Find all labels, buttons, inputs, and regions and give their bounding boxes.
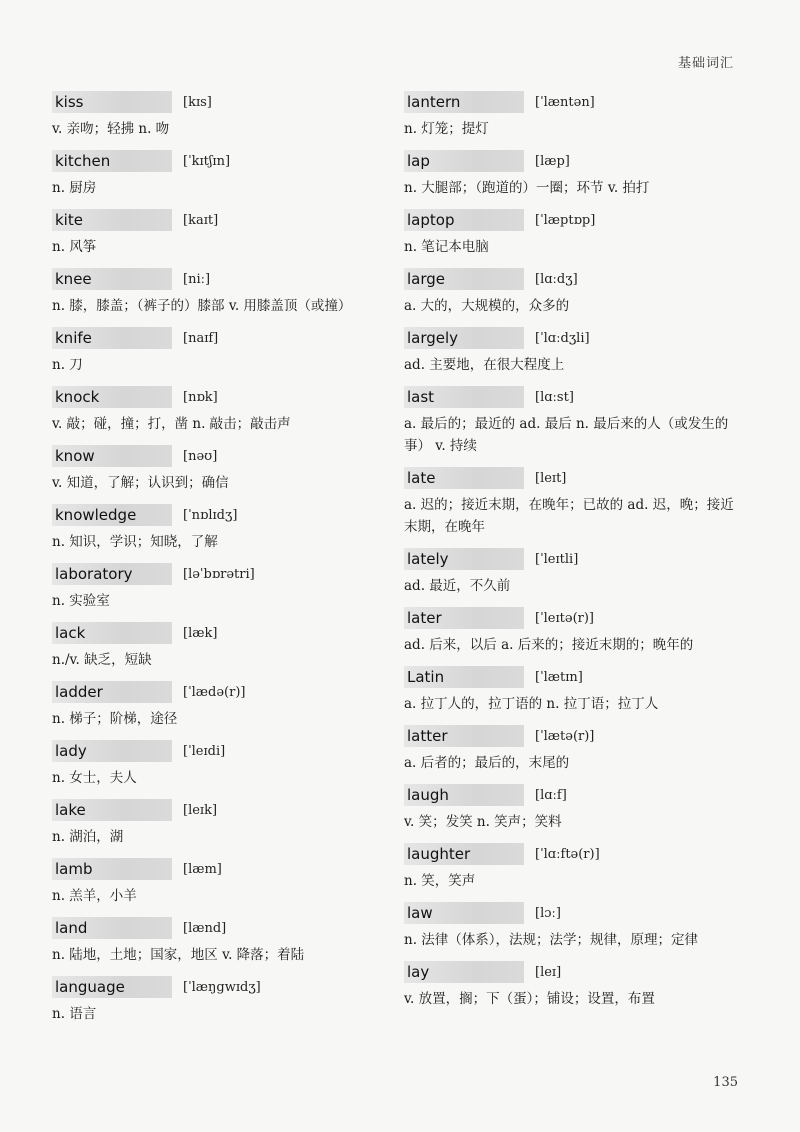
vocab-entry bbox=[52, 326, 397, 376]
phonetic: [kaɪt] bbox=[183, 212, 219, 228]
headword: lack bbox=[52, 622, 172, 644]
headword: kitchen bbox=[52, 150, 172, 172]
word-row bbox=[404, 665, 749, 689]
definition: n. 湖泊，湖 bbox=[52, 829, 124, 845]
headword: late bbox=[404, 467, 524, 489]
left-column bbox=[52, 90, 397, 1034]
right-column bbox=[404, 90, 749, 1019]
headword: last bbox=[404, 386, 524, 408]
definition: n. 知识，学识；知晓，了解 bbox=[52, 534, 218, 550]
definition: n./v. 缺乏，短缺 bbox=[52, 652, 152, 668]
phonetic: [ˈlæntən] bbox=[535, 94, 595, 110]
headword: knife bbox=[52, 327, 172, 349]
definition: n. 刀 bbox=[52, 357, 83, 373]
word-row bbox=[404, 960, 749, 984]
vocab-entry bbox=[404, 842, 749, 892]
headword: ladder bbox=[52, 681, 172, 703]
definition: n. 实验室 bbox=[52, 593, 110, 609]
word-row bbox=[52, 90, 397, 114]
vocab-entry bbox=[404, 90, 749, 140]
vocab-entry bbox=[52, 444, 397, 494]
word-row bbox=[404, 90, 749, 114]
headword: laptop bbox=[404, 209, 524, 231]
definition: n. 笑，笑声 bbox=[404, 873, 476, 889]
vocab-entry bbox=[52, 857, 397, 907]
definition: n. 陆地，土地；国家，地区 v. 降落；着陆 bbox=[52, 947, 305, 963]
vocab-entry bbox=[52, 208, 397, 258]
vocab-entry bbox=[52, 149, 397, 199]
vocab-entry bbox=[52, 916, 397, 966]
definition: ad. 最近，不久前 bbox=[404, 578, 511, 594]
phonetic: [lɑːst] bbox=[535, 389, 574, 405]
word-row bbox=[404, 466, 749, 490]
word-row bbox=[52, 385, 397, 409]
phonetic: [niː] bbox=[183, 271, 211, 287]
vocab-entry bbox=[52, 798, 397, 848]
headword: kiss bbox=[52, 91, 172, 113]
definition: a. 拉丁人的，拉丁语的 n. 拉丁语；拉丁人 bbox=[404, 696, 659, 712]
headword: land bbox=[52, 917, 172, 939]
headword: latter bbox=[404, 725, 524, 747]
word-row bbox=[52, 975, 397, 999]
definition: n. 女士，夫人 bbox=[52, 770, 137, 786]
headword: knock bbox=[52, 386, 172, 408]
vocab-entry bbox=[404, 547, 749, 597]
vocab-entry bbox=[52, 267, 397, 317]
vocab-entry bbox=[404, 724, 749, 774]
definition: n. 法律（体系），法规；法学；规律，原理；定律 bbox=[404, 932, 699, 948]
word-row bbox=[404, 547, 749, 571]
word-row bbox=[52, 267, 397, 291]
phonetic: [leɪt] bbox=[535, 470, 567, 486]
word-row bbox=[404, 149, 749, 173]
headword: lay bbox=[404, 961, 524, 983]
phonetic: [ˈleɪtə(r)] bbox=[535, 610, 595, 626]
word-row bbox=[52, 444, 397, 468]
headword: law bbox=[404, 902, 524, 924]
definition: v. 敲；碰，撞；打，凿 n. 敲击；敲击声 bbox=[52, 416, 291, 432]
definition: n. 笔记本电脑 bbox=[404, 239, 489, 255]
phonetic: [leɪ] bbox=[535, 964, 562, 980]
phonetic: [ˈleɪtli] bbox=[535, 551, 579, 567]
word-row bbox=[52, 798, 397, 822]
definition: n. 梯子；阶梯，途径 bbox=[52, 711, 178, 727]
headword: know bbox=[52, 445, 172, 467]
vocab-entry bbox=[52, 739, 397, 789]
word-row bbox=[52, 857, 397, 881]
headword: lap bbox=[404, 150, 524, 172]
vocab-entry bbox=[404, 385, 749, 457]
vocab-entry bbox=[404, 665, 749, 715]
phonetic: [ˈlæptɒp] bbox=[535, 212, 596, 228]
definition: n. 膝，膝盖；（裤子的）膝部 v. 用膝盖顶（或撞） bbox=[52, 298, 352, 314]
definition: a. 迟的；接近末期，在晚年；已故的 ad. 迟，晚；接近末期，在晚年 bbox=[404, 497, 734, 535]
phonetic: [ˈlæŋgwɪdʒ] bbox=[183, 979, 261, 995]
headword: laugh bbox=[404, 784, 524, 806]
word-row bbox=[404, 208, 749, 232]
word-row bbox=[52, 916, 397, 940]
vocab-entry bbox=[52, 90, 397, 140]
headword: knowledge bbox=[52, 504, 172, 526]
headword: lately bbox=[404, 548, 524, 570]
word-row bbox=[52, 680, 397, 704]
vocab-entry bbox=[52, 503, 397, 553]
phonetic: [kɪs] bbox=[183, 94, 212, 110]
word-row bbox=[404, 783, 749, 807]
vocab-entry bbox=[52, 562, 397, 612]
phonetic: [nɒk] bbox=[183, 389, 218, 405]
phonetic: [lɔː] bbox=[535, 905, 561, 921]
phonetic: [lɑːdʒ] bbox=[535, 271, 578, 287]
word-row bbox=[404, 724, 749, 748]
vocab-entry bbox=[404, 960, 749, 1010]
definition: n. 大腿部；（跑道的）一圈；环节 v. 拍打 bbox=[404, 180, 650, 196]
headword: language bbox=[52, 976, 172, 998]
word-row bbox=[404, 606, 749, 630]
headword: knee bbox=[52, 268, 172, 290]
phonetic: [naɪf] bbox=[183, 330, 219, 346]
headword: lady bbox=[52, 740, 172, 762]
definition: ad. 主要地，在很大程度上 bbox=[404, 357, 565, 373]
word-row bbox=[52, 562, 397, 586]
word-row bbox=[52, 621, 397, 645]
definition: n. 厨房 bbox=[52, 180, 97, 196]
vocab-entry bbox=[404, 783, 749, 833]
word-row bbox=[404, 385, 749, 409]
phonetic: [leɪk] bbox=[183, 802, 218, 818]
phonetic: [ˈlætɪn] bbox=[535, 669, 583, 685]
section-header: 基础词汇 bbox=[677, 56, 734, 71]
word-row bbox=[404, 267, 749, 291]
phonetic: [ˈlædə(r)] bbox=[183, 684, 246, 700]
definition: n. 语言 bbox=[52, 1006, 97, 1022]
headword: kite bbox=[52, 209, 172, 231]
phonetic: [ˈlætə(r)] bbox=[535, 728, 595, 744]
headword: largely bbox=[404, 327, 524, 349]
definition: a. 大的，大规模的，众多的 bbox=[404, 298, 570, 314]
vocab-entry bbox=[52, 621, 397, 671]
page-number: 135 bbox=[713, 1075, 738, 1090]
definition: n. 风筝 bbox=[52, 239, 97, 255]
vocab-entry bbox=[52, 385, 397, 435]
headword: laboratory bbox=[52, 563, 172, 585]
phonetic: [ˈleɪdi] bbox=[183, 743, 226, 759]
vocab-entry bbox=[404, 326, 749, 376]
definition: v. 放置，搁；下（蛋）；铺设；设置，布置 bbox=[404, 991, 655, 1007]
headword: lantern bbox=[404, 91, 524, 113]
word-row bbox=[52, 503, 397, 527]
definition: a. 最后的；最近的 ad. 最后 n. 最后来的人（或发生的事） v. 持续 bbox=[404, 416, 729, 454]
vocab-entry bbox=[404, 606, 749, 656]
phonetic: [ləˈbɒrətri] bbox=[183, 566, 255, 582]
headword: Latin bbox=[404, 666, 524, 688]
vocab-entry bbox=[52, 680, 397, 730]
definition: v. 笑；发笑 n. 笑声；笑料 bbox=[404, 814, 562, 830]
definition: v. 知道，了解；认识到；确信 bbox=[52, 475, 229, 491]
word-row bbox=[52, 149, 397, 173]
definition: n. 灯笼；提灯 bbox=[404, 121, 489, 137]
definition: ad. 后来，以后 a. 后来的；接近末期的；晚年的 bbox=[404, 637, 694, 653]
word-row bbox=[52, 739, 397, 763]
phonetic: [ˈkɪtʃɪn] bbox=[183, 153, 231, 169]
vocab-entry bbox=[404, 901, 749, 951]
definition: n. 羔羊，小羊 bbox=[52, 888, 137, 904]
vocab-entry bbox=[404, 267, 749, 317]
phonetic: [læm] bbox=[183, 861, 222, 877]
vocab-entry bbox=[52, 975, 397, 1025]
word-row bbox=[404, 326, 749, 350]
phonetic: [ˈlɑːdʒli] bbox=[535, 330, 590, 346]
headword: laughter bbox=[404, 843, 524, 865]
phonetic: [nəʊ] bbox=[183, 448, 218, 464]
word-row bbox=[52, 326, 397, 350]
word-row bbox=[52, 208, 397, 232]
phonetic: [ˈnɒlɪdʒ] bbox=[183, 507, 238, 523]
phonetic: [læk] bbox=[183, 625, 218, 641]
vocab-entry bbox=[404, 466, 749, 538]
headword: lake bbox=[52, 799, 172, 821]
phonetic: [læp] bbox=[535, 153, 570, 169]
vocab-entry bbox=[404, 208, 749, 258]
phonetic: [ˈlɑːftə(r)] bbox=[535, 846, 600, 862]
headword: lamb bbox=[52, 858, 172, 880]
headword: later bbox=[404, 607, 524, 629]
vocab-entry bbox=[404, 149, 749, 199]
definition: v. 亲吻；轻拂 n. 吻 bbox=[52, 121, 170, 137]
word-row bbox=[404, 842, 749, 866]
phonetic: [lænd] bbox=[183, 920, 227, 936]
definition: a. 后者的；最后的，末尾的 bbox=[404, 755, 570, 771]
phonetic: [lɑːf] bbox=[535, 787, 567, 803]
word-row bbox=[404, 901, 749, 925]
headword: large bbox=[404, 268, 524, 290]
